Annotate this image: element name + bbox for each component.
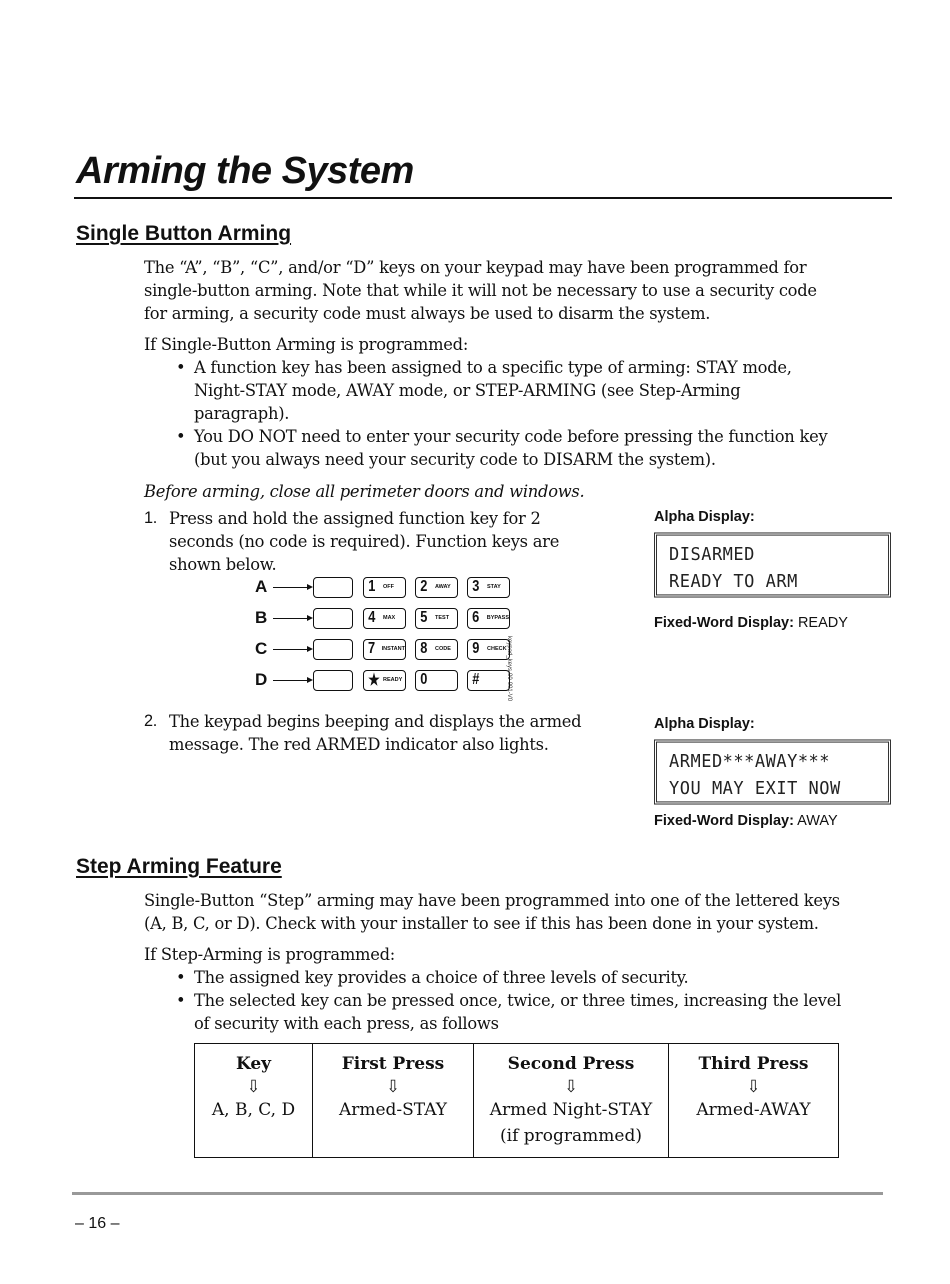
bullet: • You DO NOT need to enter your security code before pressing the function key (but you always need your security code to DISARM the system). <box>174 425 827 471</box>
keypad-key: 5 TEST <box>415 608 458 629</box>
table-cell: First Press ⇩ Armed-STAY <box>313 1044 474 1158</box>
alpha-label: Alpha Display: <box>654 716 755 732</box>
lcd-display: DISARMED READY TO ARM <box>654 532 891 597</box>
function-key <box>313 608 353 629</box>
text-line: The “A”, “B”, “C”, and/or “D” keys on your keypad may have been programmed for <box>144 258 807 277</box>
function-key <box>313 577 353 598</box>
step-intro: Single-Button “Step” arming may have been programmed into one of the lettered keys (A, B, C, or D). Check with your installer to see if this has been done in your system. If Step-Arming is programmed: • The assigned key provides a choice of three levels of security. • The selected key can be pressed once, twice, or three times, increasing the level of security with each press, as follows <box>144 889 841 1035</box>
lcd-display: ARMED***AWAY*** YOU MAY EXIT NOW <box>654 739 891 804</box>
keypad-row <box>255 638 519 660</box>
display-armed-away: Alpha Display: ARMED***AWAY*** YOU MAY EXIT NOW Fixed-Word Display: AWAY <box>654 716 891 829</box>
down-arrow-icon: ⇩ <box>746 1077 761 1097</box>
keypad-key: 2 AWAY <box>415 577 458 598</box>
table-cell: Key ⇩ A, B, C, D <box>195 1044 313 1158</box>
keypad-row <box>255 607 519 629</box>
keypad-row <box>255 669 519 691</box>
single-intro <box>144 256 827 503</box>
step-1: 1. Press and hold the assigned function key for 2 seconds (no code is required). Function keys are shown below. <box>144 509 560 574</box>
bullet: • The selected key can be pressed once, twice, or three times, increasing the level of security with each press, as follows <box>174 989 841 1035</box>
down-arrow-icon: ⇩ <box>246 1077 261 1097</box>
section-heading-single-button: Single Button Arming <box>76 222 292 245</box>
if-line: If Single-Button Arming is programmed: <box>144 335 469 354</box>
function-key <box>313 639 353 660</box>
step-bullets <box>174 966 841 1035</box>
text-line: for arming, a security code must always be used to disarm the system. <box>144 304 711 323</box>
footer-rule <box>72 1192 883 1195</box>
table-cell: Third Press ⇩ Armed-AWAY <box>669 1044 839 1158</box>
function-key-letter: C <box>255 639 268 658</box>
keypad-key: 9 CHECK <box>467 639 510 660</box>
arrow-icon <box>273 649 311 650</box>
keypad-key: 1 OFF <box>363 577 406 598</box>
function-key-letter: A <box>255 577 268 596</box>
page-title: Arming the System <box>76 150 414 192</box>
keypad-key: 7 INSTANT <box>363 639 406 660</box>
down-arrow-icon: ⇩ <box>385 1077 401 1097</box>
arrow-icon <box>273 680 311 681</box>
function-key-letter: D <box>255 670 268 689</box>
keypad-key: # <box>467 670 510 691</box>
bullet: • The assigned key provides a choice of three levels of security. <box>174 966 841 989</box>
arming-note: Before arming, close all perimeter doors and windows. <box>144 482 585 501</box>
step-arming-table <box>194 1043 839 1158</box>
step-2: 2. The keypad begins beeping and displays the armed message. The red ARMED indicator also lights. <box>144 712 582 754</box>
keypad-row <box>255 576 519 598</box>
title-rule <box>74 197 892 199</box>
arrow-icon <box>273 618 311 619</box>
keypad-key: 4 MAX <box>363 608 406 629</box>
table-cell: Second Press ⇩ Armed Night-STAY (if programmed) <box>474 1044 669 1158</box>
display-disarmed: Alpha Display: DISARMED READY TO ARM Fixed-Word Display: READY <box>654 509 891 631</box>
fixed-word-value: AWAY <box>797 813 838 829</box>
page-number: – 16 – <box>75 1215 120 1232</box>
down-arrow-icon: ⇩ <box>563 1077 579 1097</box>
keypad-key: 6 BYPASS <box>467 608 510 629</box>
figure-id: keypad_keys-00-001-V0 <box>506 636 512 702</box>
fixed-word-value: READY <box>797 615 848 631</box>
keypad-key: 8 CODE <box>415 639 458 660</box>
keypad-key: 0 <box>415 670 458 691</box>
arrow-icon <box>273 587 311 588</box>
keypad-key: 3 STAY <box>467 577 510 598</box>
section-heading-step-arming: Step Arming Feature <box>76 855 282 878</box>
function-key <box>313 670 353 691</box>
keypad-diagram <box>255 576 530 702</box>
single-bullets <box>174 356 827 471</box>
bullet: • A function key has been assigned to a specific type of arming: STAY mode, Night-STAY mode, AWAY mode, or STEP-ARMING (see Step-Arming paragraph). <box>174 356 827 425</box>
alpha-label: Alpha Display: <box>654 509 755 525</box>
text-line: single-button arming. Note that while it will not be necessary to use a security code <box>144 281 817 300</box>
keypad-key: ★ READY <box>363 670 406 691</box>
function-key-letter: B <box>255 608 268 627</box>
